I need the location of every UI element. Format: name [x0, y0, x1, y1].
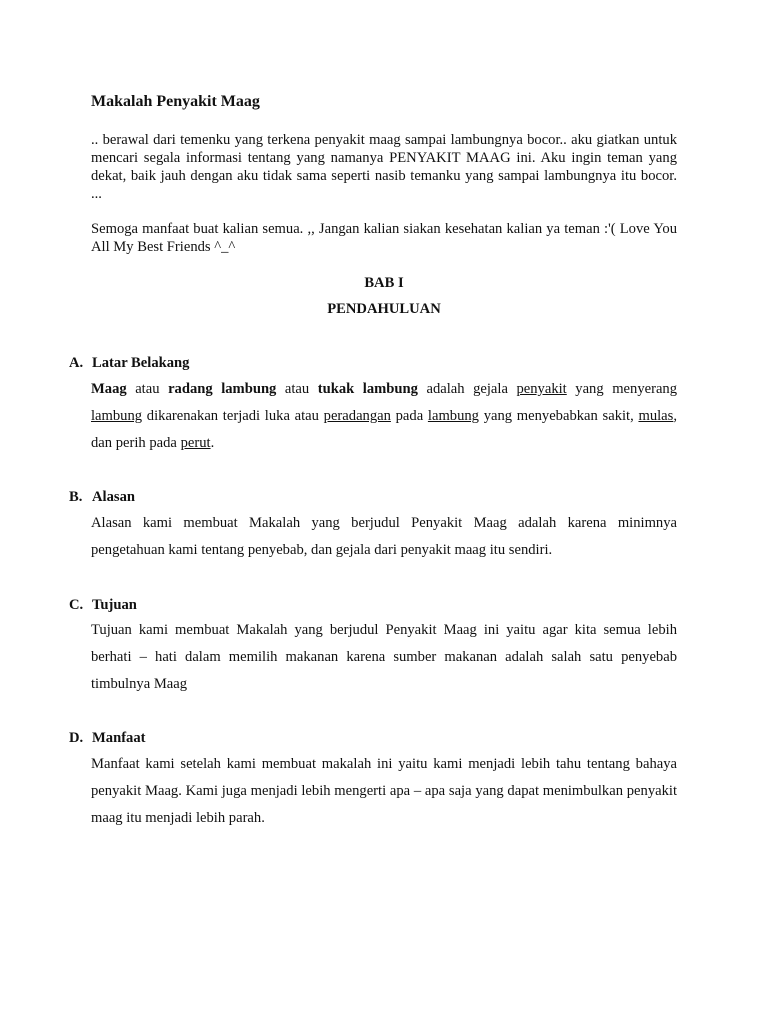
chapter-title: PENDAHULUAN — [327, 301, 441, 317]
link-lambung-2[interactable]: lambung — [427, 408, 479, 424]
link-mulas[interactable]: mulas — [638, 408, 674, 424]
link-perut[interactable]: perut — [180, 435, 211, 451]
term-tukak-lambung: tukak lambung — [317, 381, 418, 397]
section-d-letter: D. — [69, 730, 84, 746]
text-segment: pada — [390, 408, 428, 424]
term-maag: Maag — [91, 381, 127, 397]
section-b-body: Alasan kami membuat Makalah yang berjudul Penyakit Maag adalah karena minimnya pengetahuan kami tentang penyebab, dan gejala dari penyakit maag itu sendiri. — [91, 515, 677, 558]
text-segment: yang menyebabkan sakit, — [478, 408, 639, 424]
section-a-letter: A. — [69, 355, 84, 371]
section-b-letter: B. — [69, 489, 83, 505]
section-a-body — [91, 376, 677, 457]
link-lambung[interactable]: lambung — [91, 408, 143, 424]
section-b-title: Alasan — [92, 489, 135, 505]
link-penyakit[interactable]: penyakit — [516, 381, 567, 397]
document-title: Makalah Penyakit Maag — [91, 93, 260, 110]
section-d-heading — [69, 730, 146, 747]
section-c-letter: C. — [69, 597, 84, 613]
section-a-heading — [69, 355, 189, 372]
intro-paragraph-1: .. berawal dari temenku yang terkena penyakit maag sampai lambungnya bocor.. aku giatkan untuk mencari segala informasi tentang yang namanya PENYAKIT MAAG ini. Aku ingin teman yang dekat, baik jauh dengan aku tidak sama seperti nasib temanku yang sampai lambungnya itu bocor. ... — [91, 132, 677, 202]
text-segment: dikarenakan terjadi luka atau — [142, 408, 324, 424]
section-c-body: Tujuan kami membuat Makalah yang berjudul Penyakit Maag ini yaitu agar kita semua lebih berhati – hati dalam memilih makanan karena sumber makanan adalah salah satu penyebab timbulnya Maag — [91, 622, 677, 692]
text-segment: adalah gejala — [417, 381, 517, 397]
section-a-title: Latar Belakang — [92, 355, 190, 371]
intro-paragraph-2: Semoga manfaat buat kalian semua. ,, Jangan kalian siakan kesehatan kalian ya teman :'( Love You All My Best Friends ^_^ — [91, 221, 677, 255]
text-segment: yang menyerang — [566, 381, 678, 397]
text-segment: atau — [126, 381, 169, 397]
section-c-title: Tujuan — [92, 597, 137, 613]
link-peradangan[interactable]: peradangan — [323, 408, 391, 424]
text-segment: atau — [276, 381, 318, 397]
section-d-title: Manfaat — [92, 730, 146, 746]
chapter-number: BAB I — [364, 275, 404, 291]
section-d-body: Manfaat kami setelah kami membuat makalah ini yaitu kami menjadi lebih tahu tentang bahaya penyakit Maag. Kami juga menjadi lebih mengerti apa – apa saja yang dapat menimbulkan penyakit maag itu menjadi lebih parah. — [91, 756, 677, 826]
term-radang-lambung: radang lambung — [168, 381, 277, 397]
section-c-heading — [69, 597, 137, 614]
text-segment: . — [210, 435, 215, 451]
section-b-heading — [69, 489, 135, 506]
text-segment: , dan perih pada — [91, 408, 677, 451]
